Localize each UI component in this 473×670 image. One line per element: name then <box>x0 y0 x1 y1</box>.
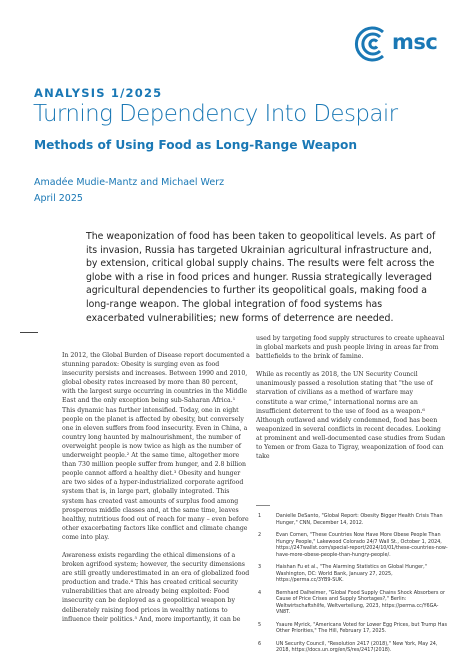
footnote-text: Ysaure Myrick, "Americans Voted for Lower Egg Prices, but Trump Has Other Priorities," The Hill, February 17, 2025. <box>276 621 448 634</box>
divider <box>20 332 38 333</box>
page-title: Turning Dependency Into Despair <box>33 101 398 127</box>
body-paragraph: Awareness exists regarding the ethical dimensions of a broken agrifood system; however, the security dimensions are still greatly underestimated in an era of globalized food production and trade.⁴ This has created critical security vulnerabilities that are already being exploited: Food insecurity can be deployed as a geopolitical weapon by deliberately raising food prices in wealthy nations to influence their politics.⁵ And, more importantly, it can be <box>62 551 250 623</box>
footnote <box>258 564 448 584</box>
footnote-text: Haishan Fu et al., "The Alarming Statistics on Global Hunger," Washington, DC: World Bank, January 27, 2025, https://perma.cc/3YB9-SUK. <box>276 564 427 583</box>
footnote-number: 1 <box>258 513 262 519</box>
footnote <box>258 622 448 635</box>
authors: Amadée Mudie-Mantz and Michael Werz <box>34 177 225 188</box>
footnote-text: UN Security Council, "Resolution 2417 (2018)," New York, May 24, 2018, https://docs.un.org/en/S/res/2417(2018). <box>276 640 438 653</box>
body-column-left <box>62 351 250 633</box>
footnote-number: 3 <box>258 564 262 570</box>
body-paragraph: In 2012, the Global Burden of Disease report documented a stunning paradox: Obesity is surging even as food insecurity persists and increases. Between 1990 and 2010, global obesity rates increased by more than 80 percent, with the largest surge occurring in countries in the Middle East and the only exception being sub-Saharan Africa.¹ This dynamic has further intensified. Today, one in eight people on the planet is affected by obesity, but conversely one in eleven suffers from food insecurity. Even in China, a country long haunted by malnourishment, the number of overweight people is now twice as high as the number of underweight people.² At the same time, altogether more than 730 million people suffer from hunger, and 2.8 billion people cannot afford a healthy diet.³ Obesity and hunger are two sides of a hyper-industrialized corporate agrifood system that is, in large part, globally integrated. This system has created vast amounts of surplus food among prosperous middle classes and, at the same time, leaves healthy, nutritious food out of reach for many – even before other exacerbating factors like conflict and climate change come into play. <box>62 352 250 541</box>
series-label: ANALYSIS 1/2025 <box>34 86 163 100</box>
msc-logo <box>352 24 452 64</box>
lead-abstract: The weaponization of food has been taken to geopolitical levels. As part of its invasion, Russia has targeted Ukrainian agricultural infrastructure and, by extension, critical global supply chains. The results were felt across the globe with a rise in food prices and hunger. Russia strategically leveraged agricultural dependencies to further its geopolitical goals, making food a long-range weapon. The global integration of food systems has exacerbated vulnerabilities; new forms of deterrence are needed. <box>86 231 436 324</box>
body-paragraph: While as recently as 2018, the UN Security Council unanimously passed a resolution stating that "the use of starvation of civilians as a method of warfare may constitute a war crime," international norms are an insufficient deterrent to the use of food as a weapon.⁶ Although outlawed and widely condemned, food has been weaponized in several conflicts in recent decades. Looking at prominent and well-documented case studies from Sudan to Yemen or from Gaza to Tigray, weaponization of food can take <box>256 371 446 461</box>
footnote-text: Bernhard Dalheimer, "Global Food Supply Chains Shock Absorbers or Cause of Price Crises and Supply Shortages?," Berlin: Weltwirtschaftshilfe, Weltverteilung, 2023, https://perma.cc/Y6GA-VN8T. <box>276 589 446 615</box>
logo-text: msc <box>392 30 438 54</box>
body-paragraph: used by targeting food supply structures to create upheaval in global markets and push people living in areas far from battlefields to the brink of famine. <box>256 335 445 361</box>
footnote-number: 5 <box>258 621 262 628</box>
footnote-number: 2 <box>258 532 262 538</box>
footnote-number: 6 <box>258 640 262 647</box>
footnote <box>258 513 448 526</box>
footnote <box>258 641 448 654</box>
footnote <box>258 590 448 616</box>
publication-date: April 2025 <box>34 193 83 204</box>
footnote <box>258 532 448 558</box>
body-column-right <box>256 334 446 470</box>
msc-c-arcs-icon <box>352 24 392 64</box>
footnote-text: Danielle DeSanto, "Global Report: Obesity Bigger Health Crisis Than Hunger," CNN, December 14, 2012. <box>276 513 443 526</box>
footnote-divider <box>256 505 270 506</box>
footnotes-list <box>258 513 448 660</box>
footnote-number: 4 <box>258 589 262 596</box>
page-subtitle: Methods of Using Food as Long-Range Weapon <box>34 138 358 152</box>
footnote-text: Evan Comen, "These Countries Now Have More Obese People Than Hungry People," Lakewood Colorado 24/7 Wall St., October 1, 2024, https://247wallst.com/special-report/2024/10/01/these-countries-now-have-more-obese-people-than-hungry-people/. <box>276 532 448 558</box>
